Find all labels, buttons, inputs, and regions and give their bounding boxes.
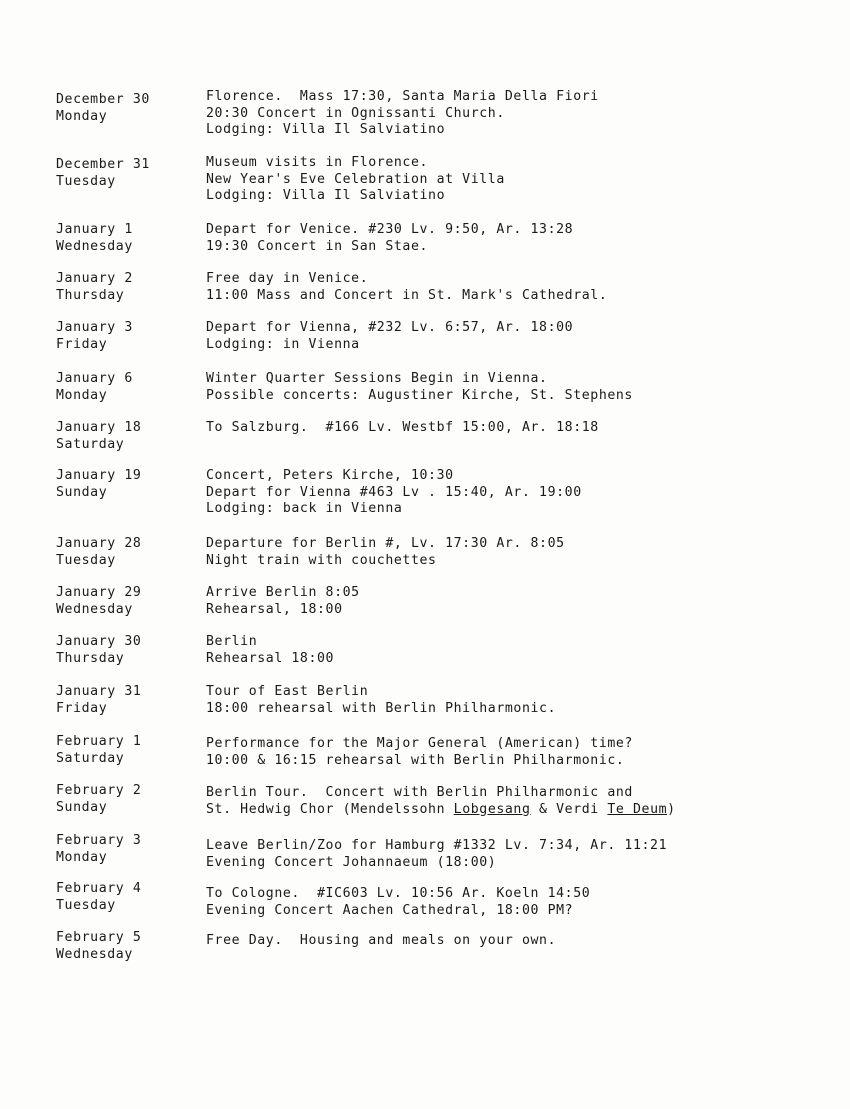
entry-details [206,371,836,404]
entry-detail-line: Concert, Peters Kirche, 10:30 [206,468,454,483]
entry-detail-line: Departure for Berlin #, Lv. 17:30 Ar. 8:05 [206,536,565,551]
entry-date-block [56,783,196,816]
entry-weekday: Saturday [56,750,125,766]
entry-detail-line: Performance for the Major General (American) time? [206,736,633,751]
entry-date: January 2 [56,271,133,286]
entry-detail-line: Arrive Berlin 8:05 [206,585,360,600]
entry-date: January 29 [56,585,142,600]
entry-details [206,271,836,304]
entry-detail-line: Night train with couchettes [206,552,437,568]
entry-details [206,634,836,667]
entry-detail-line: Lodging: Villa Il Salviatino [206,188,446,203]
entry-detail-line: Evening Concert Aachen Cathedral, 18:00 PM? [206,902,574,918]
entry-detail-line: Florence. Mass 17:30, Santa Maria Della Fiori [206,89,599,104]
entry-date-block [56,320,196,353]
entry-weekday: Sunday [56,799,108,815]
entry-details [206,585,836,618]
entry-details [206,886,836,919]
entry-detail-line: Evening Concert Johannaeum (18:00) [206,854,497,870]
entry-detail-line: 11:00 Mass and Concert in St. Mark's Cathedral. [206,287,608,303]
entry-date: January 6 [56,371,133,386]
entry-details [206,222,836,255]
entry-weekday: Friday [56,700,108,716]
entry-date: January 28 [56,536,142,551]
entry-date-block [56,634,196,667]
work-title-te-deum: Te Deum [607,801,668,817]
entry-detail-line: Winter Quarter Sessions Begin in Vienna. [206,371,548,386]
entry-date-block [56,585,196,618]
entry-date: December 30 [56,92,150,107]
entry-date: January 30 [56,634,142,649]
entry-weekday: Wednesday [56,601,133,617]
entry-date: February 3 [56,833,142,848]
entry-detail-line: New Year's Eve Celebration at Villa [206,171,505,187]
work-title-lobgesang: Lobgesang [453,801,531,817]
entry-date-block [56,684,196,717]
entry-detail-line: Depart for Vienna, #232 Lv. 6:57, Ar. 18:00 [206,320,574,335]
entry-date-block [56,420,196,453]
entry-details [206,536,836,569]
entry-weekday: Thursday [56,287,125,303]
entry-date-block [56,881,196,914]
entry-date: January 19 [56,468,142,483]
entry-date-block [56,468,196,501]
entry-weekday: Wednesday [56,238,133,254]
entry-detail-line: Depart for Vienna #463 Lv . 15:40, Ar. 19:00 [206,484,582,500]
entry-detail-line: Free Day. Housing and meals on your own. [206,933,557,948]
entry-date-block [56,930,196,963]
entry-date: January 18 [56,420,142,435]
entry-detail-line: 18:00 rehearsal with Berlin Philharmonic. [206,700,557,716]
entry-details [206,420,836,437]
entry-detail-line: Berlin Tour. Concert with Berlin Philharmonic and [206,785,633,800]
entry-detail-line: Rehearsal 18:00 [206,650,335,666]
entry-date-block [56,371,196,404]
entry-weekday: Thursday [56,650,125,666]
entry-details [206,736,836,769]
entry-details [206,89,836,139]
entry-detail-line: Museum visits in Florence. [206,155,429,170]
entry-date: January 1 [56,222,133,237]
entry-weekday: Monday [56,849,108,865]
entry-details [206,155,836,205]
entry-detail-line: Tour of East Berlin [206,684,369,699]
entry-date: December 31 [56,157,150,172]
entry-date-block [56,536,196,569]
entry-detail-line: 10:00 & 16:15 rehearsal with Berlin Philharmonic. [206,752,625,768]
entry-weekday: Monday [56,387,108,403]
entry-weekday: Wednesday [56,946,133,962]
entry-weekday: Tuesday [56,897,116,913]
entry-detail-line: Berlin [206,634,258,649]
entry-detail-line: Lodging: in Vienna [206,336,360,352]
detail-text: St. Hedwig Chor (Mendelssohn [206,801,454,817]
entry-detail-line: To Cologne. #IC603 Lv. 10:56 Ar. Koeln 14:50 [206,886,591,901]
entry-detail-line: Free day in Venice. [206,271,369,286]
entry-weekday: Tuesday [56,173,116,189]
entry-detail-line: Leave Berlin/Zoo for Hamburg #1332 Lv. 7:34, Ar. 11:21 [206,838,668,853]
entry-weekday: Monday [56,108,108,124]
entry-detail-line: To Salzburg. #166 Lv. Westbf 15:00, Ar. 18:18 [206,420,599,435]
entry-detail-line: 20:30 Concert in Ognissanti Church. [206,105,505,121]
entry-weekday: Tuesday [56,552,116,568]
entry-date: February 2 [56,783,142,798]
entry-details [206,838,836,871]
entry-detail-line: Lodging: Villa Il Salviatino [206,122,446,137]
entry-details [206,785,836,818]
entry-details [206,933,836,950]
entry-date-block [56,271,196,304]
entry-date-block [56,92,196,125]
entry-date: January 31 [56,684,142,699]
entry-detail-line: Lodging: back in Vienna [206,501,403,516]
entry-date: February 5 [56,930,142,945]
entry-detail-line: Possible concerts: Augustiner Kirche, St. Stephens [206,387,633,403]
entry-detail-line: Depart for Venice. #230 Lv. 9:50, Ar. 13:28 [206,222,574,237]
entry-date: January 3 [56,320,133,335]
entry-details [206,320,836,353]
entry-date: February 1 [56,734,142,749]
entry-detail-line: Rehearsal, 18:00 [206,601,343,617]
entry-date-block [56,157,196,190]
detail-text: & Verdi [530,801,608,817]
entry-detail-line: 19:30 Concert in San Stae. [206,238,429,254]
entry-details [206,684,836,717]
entry-weekday: Saturday [56,436,125,452]
entry-details [206,468,836,518]
entry-date: February 4 [56,881,142,896]
entry-date-block [56,734,196,767]
entry-weekday: Friday [56,336,108,352]
entry-date-block [56,833,196,866]
entry-date-block [56,222,196,255]
detail-text: ) [667,801,676,817]
entry-weekday: Sunday [56,484,108,500]
entry-detail-line [206,802,836,819]
